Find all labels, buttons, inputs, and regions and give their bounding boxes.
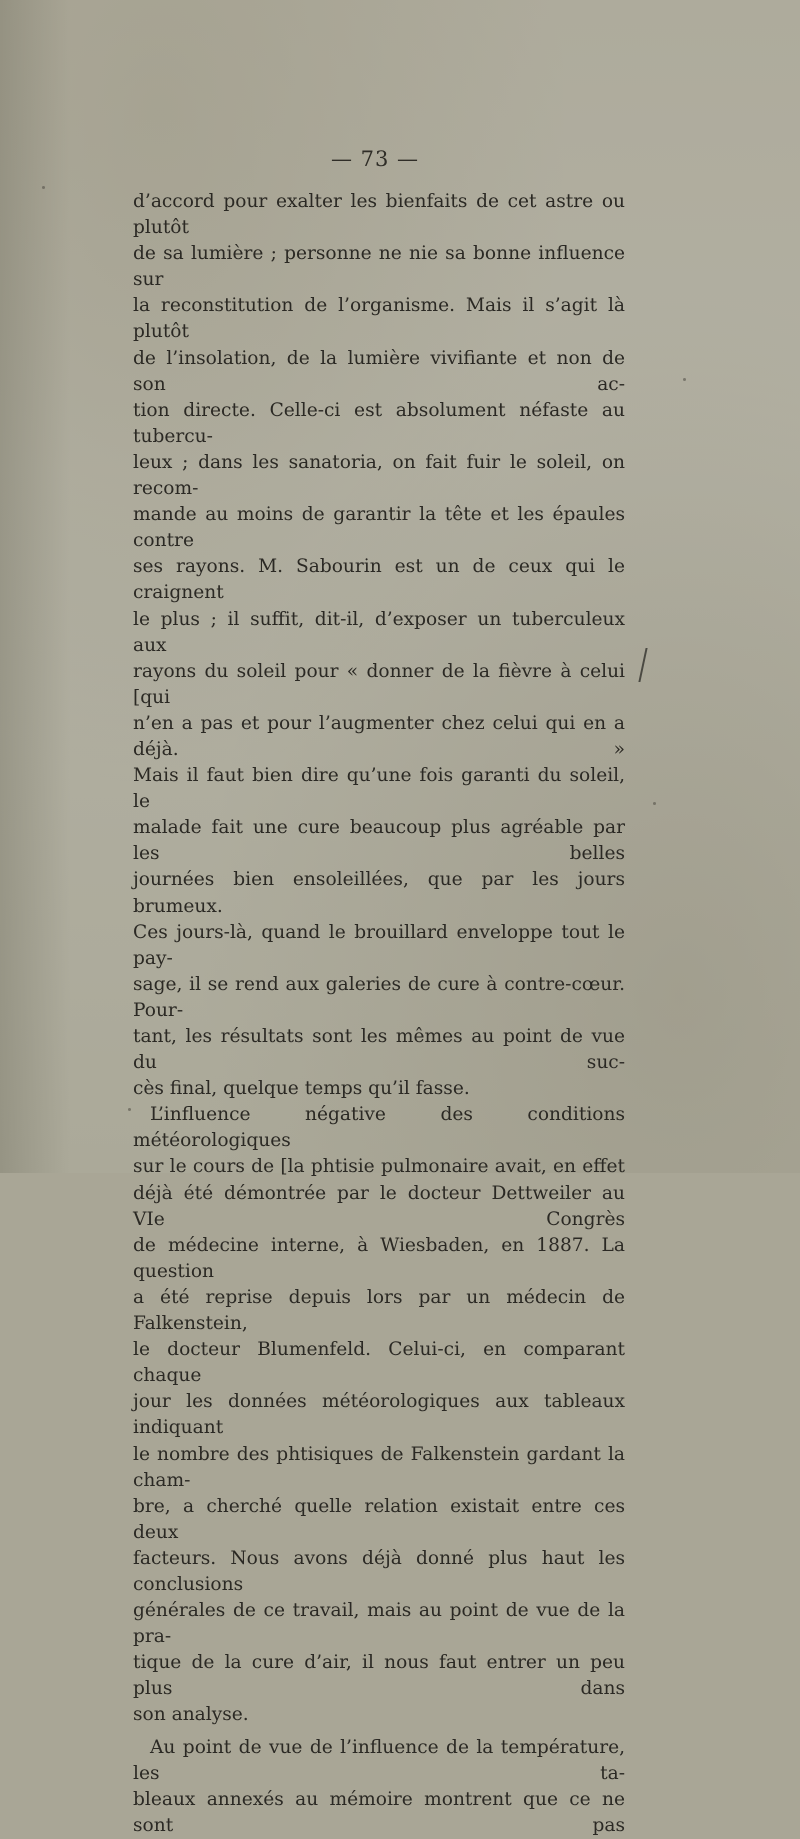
text-line: de sa lumière ; personne ne nie sa bonne influence sur <box>133 243 625 291</box>
text-line: générales de ce travail, mais au point de vue de la pra- <box>133 1600 625 1648</box>
text-line: malade fait une cure beaucoup plus agréable par les belles <box>133 817 625 865</box>
margin-pencil-mark <box>638 648 661 682</box>
text-line: mande au moins de garantir la tête et les épaules contre <box>133 504 625 552</box>
paper-speck <box>128 1108 131 1111</box>
text-line: de médecine interne, à Wiesbaden, en 1887. La question <box>133 1234 625 1282</box>
text-line: n’en a pas et pour l’augmenter chez celui qui en a déjà. » <box>133 712 625 760</box>
text-line: cès final, quelque temps qu’il fasse. <box>133 1078 470 1100</box>
text-line: déjà été démontrée par le docteur Dettweiler au VIe Congrès <box>133 1182 625 1230</box>
text-line: facteurs. Nous avons déjà donné plus haut les conclusions <box>133 1547 625 1595</box>
text-line: le docteur Blumenfeld. Celui-ci, en comparant chaque <box>133 1339 625 1387</box>
text-line: ses rayons. M. Sabourin est un de ceux qui le craignent <box>133 556 625 604</box>
text-line: rayons du soleil pour « donner de la fièvre à celui [qui <box>133 660 625 708</box>
text-line: d’accord pour exalter les bienfaits de cet astre ou plutôt <box>133 191 625 239</box>
paper-speck <box>653 802 656 805</box>
text-line: sur le cours de [la phtisie pulmonaire avait, en effet <box>133 1156 625 1178</box>
text-line: L’influence négative des conditions météorologiques <box>133 1104 625 1152</box>
paper-speck <box>683 378 686 381</box>
text-line: bleaux annexés au mémoire montrent que ce ne sont pas <box>133 1788 625 1836</box>
text-line: tant, les résultats sont les mêmes au point de vue du suc- <box>133 1026 625 1074</box>
text-line: le plus ; il suffit, dit-il, d’exposer un tuberculeux aux <box>133 608 625 656</box>
text-line: Ces jours-là, quand le brouillard enveloppe tout le pay- <box>133 921 625 969</box>
text-line: sage, il se rend aux galeries de cure à contre-cœur. Pour- <box>133 973 625 1021</box>
paragraph <box>133 189 625 1102</box>
text-line: tique de la cure d’air, il nous faut entrer un peu plus dans <box>133 1652 625 1700</box>
text-line: la reconstitution de l’organisme. Mais il s’agit là plutôt <box>133 295 625 343</box>
text-line: tion directe. Celle-ci est absolument néfaste au tubercu- <box>133 399 625 447</box>
body-text <box>133 189 625 1839</box>
text-line: son analyse. <box>133 1704 249 1726</box>
text-line: jour les données météorologiques aux tableaux indiquant <box>133 1391 625 1439</box>
paper-speck <box>42 186 45 189</box>
paragraph <box>133 1735 625 1839</box>
text-line: Au point de vue de l’influence de la température, les ta- <box>133 1736 625 1784</box>
text-line: le nombre des phtisiques de Falkenstein gardant la cham- <box>133 1443 625 1491</box>
paragraph <box>133 1102 625 1728</box>
page-gutter-shadow <box>0 0 70 1173</box>
page-number: — 73 — <box>330 147 420 171</box>
text-line: a été reprise depuis lors par un médecin de Falkenstein, <box>133 1286 625 1335</box>
text-line: de l’insolation, de la lumière vivifiante et non de son ac- <box>133 347 625 395</box>
text-line: leux ; dans les sanatoria, on fait fuir le soleil, on recom- <box>133 451 625 500</box>
text-line: bre, a cherché quelle relation existait entre ces deux <box>133 1495 625 1543</box>
text-line: Mais il faut bien dire qu’une fois garanti du soleil, le <box>133 765 625 813</box>
text-line: journées bien ensoleillées, que par les jours brumeux. <box>133 869 625 917</box>
